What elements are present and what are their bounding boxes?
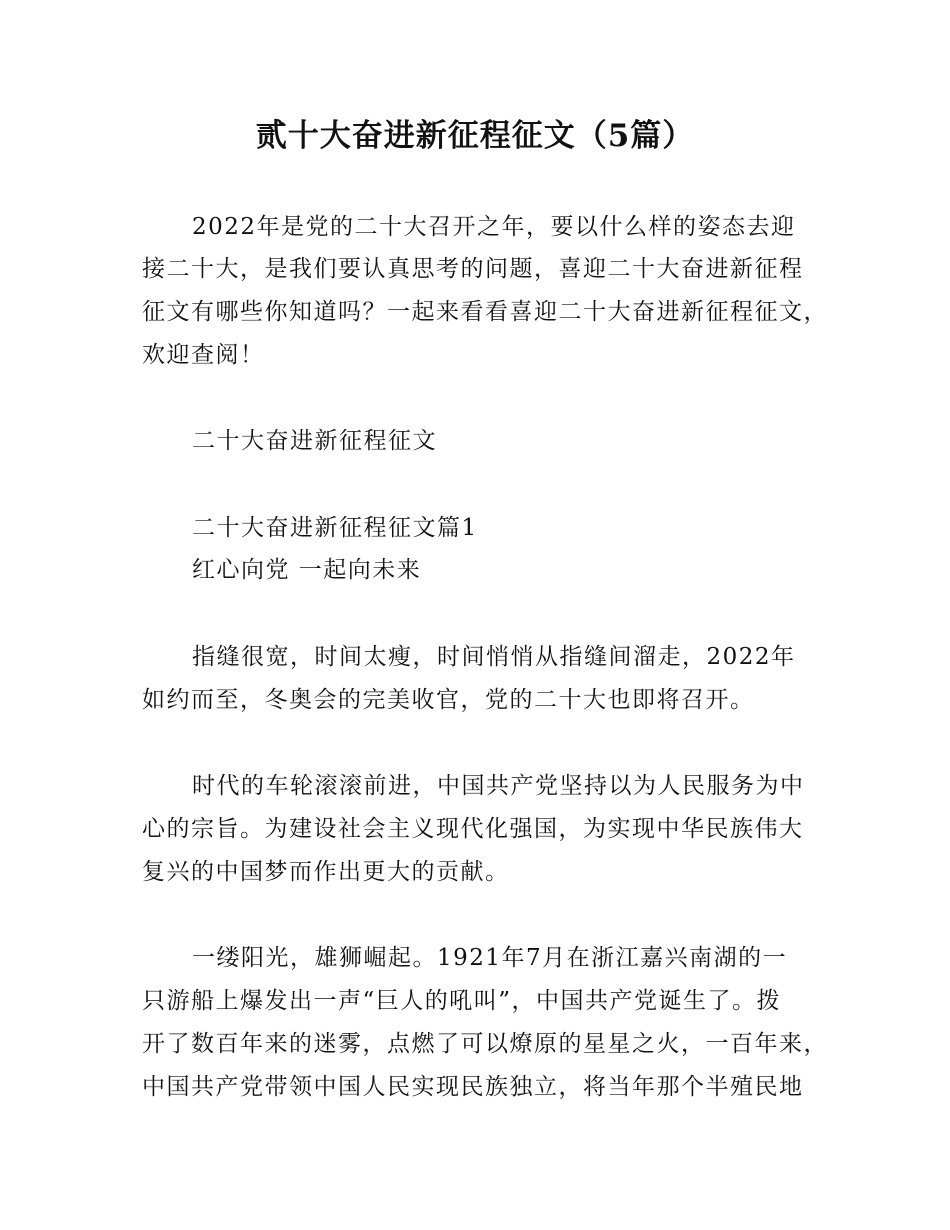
article-heading: 二十大奋进新征程征文篇1 [192, 515, 478, 541]
intro-line-2: 接二十大，是我们要认真思考的问题，喜迎二十大奋进新征程 [142, 256, 804, 282]
paragraph-2-line-2: 心的宗旨。为建设社会主义现代化强国，为实现中华民族伟大 [142, 816, 804, 842]
document-title: 贰十大奋进新征程征文（5篇） [255, 118, 695, 154]
intro-line-3: 征文有哪些你知道吗？一起来看看喜迎二十大奋进新征程征文， [142, 299, 828, 325]
paragraph-3-line-2: 只游船上爆发出一声“巨人的吼叫”，中国共产党诞生了。拨 [142, 988, 782, 1014]
paragraph-2-line-1: 时代的车轮滚滚前进，中国共产党坚持以为人民服务为中 [192, 773, 805, 799]
intro-line-4: 欢迎查阅！ [142, 342, 265, 368]
paragraph-3-line-1: 一缕阳光，雄狮崛起。1921年7月在浙江嘉兴南湖的一 [192, 945, 788, 971]
paragraph-1-line-2: 如约而至，冬奥会的完美收官，党的二十大也即将召开。 [142, 687, 755, 713]
paragraph-3-line-3: 开了数百年来的迷雾，点燃了可以燎原的星星之火，一百年来， [142, 1031, 828, 1057]
section-heading: 二十大奋进新征程征文 [192, 428, 437, 454]
paragraph-3-line-4: 中国共产党带领中国人民实现民族独立，将当年那个半殖民地 [142, 1074, 804, 1100]
intro-line-1: 2022年是党的二十大召开之年，要以什么样的姿态去迎 [192, 214, 796, 240]
paragraph-2-line-3: 复兴的中国梦而作出更大的贡献。 [142, 859, 510, 885]
article-subtitle: 红心向党 一起向未来 [192, 557, 422, 583]
paragraph-1-line-1: 指缝很宽，时间太瘦，时间悄悄从指缝间溜走，2022年 [192, 644, 796, 670]
